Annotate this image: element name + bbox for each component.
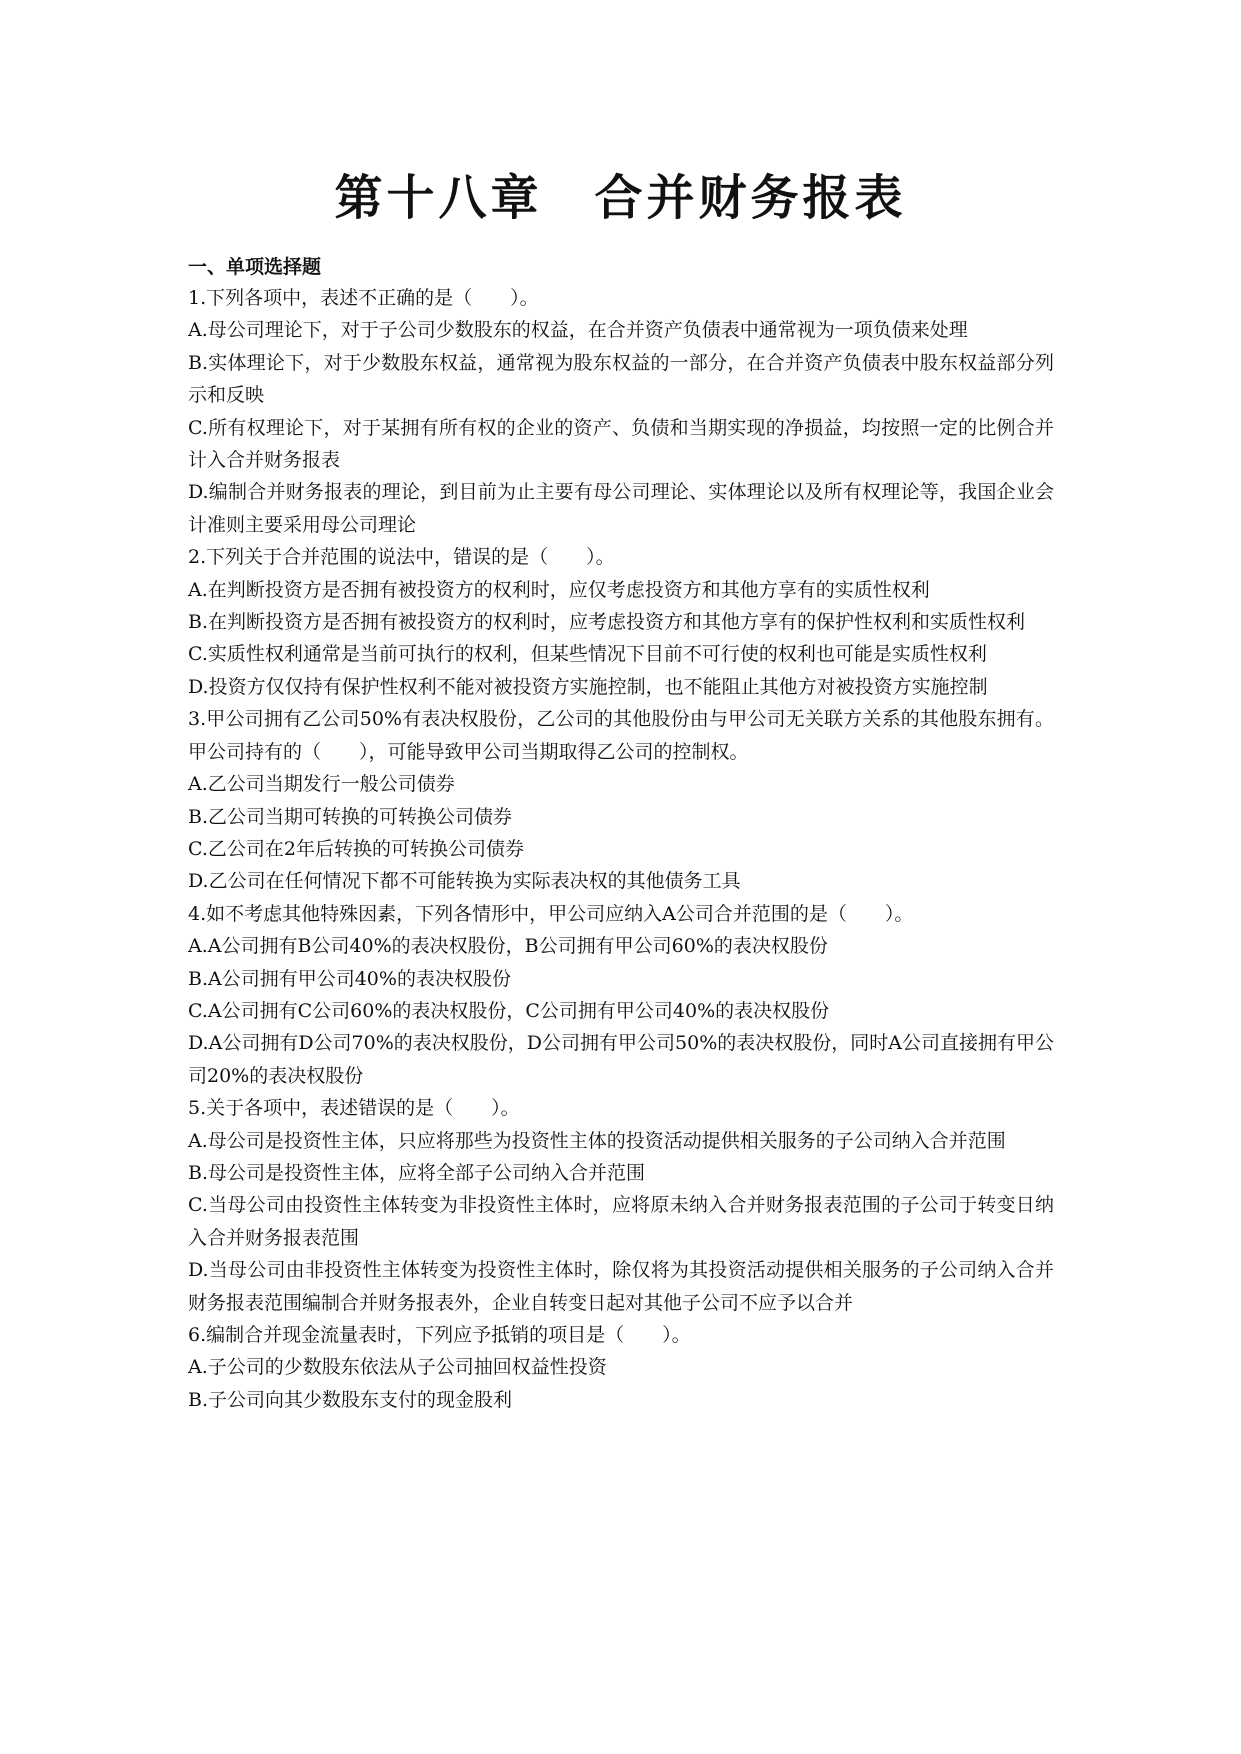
option-list: [188, 574, 1054, 704]
question-1: [188, 282, 1054, 541]
option-c: C.实质性权利通常是当前可执行的权利，但某些情况下目前不可行使的权利也可能是实质性权利: [188, 643, 987, 666]
question-stem: 4.如不考虑其他特殊因素，下列各情形中，甲公司应纳入A公司合并范围的是（ ）。: [188, 902, 914, 925]
question-stem: 5.关于各项中，表述错误的是（ ）。: [188, 1097, 520, 1120]
option-b: B.A公司拥有甲公司40%的表决权股份: [188, 967, 511, 990]
question-3: [188, 703, 1054, 897]
option-d: D.当母公司由非投资性主体转变为投资性主体时，除仅将为其投资活动提供相关服务的子公司纳入合并财务报表范围编制合并财务报表外，企业自转变日起对其他子公司不应予以合并: [188, 1259, 1054, 1314]
question-stem: 3.甲公司拥有乙公司50%有表决权股份，乙公司的其他股份由与甲公司无关联方关系的其他股东拥有。甲公司持有的（ ），可能导致甲公司当期取得乙公司的控制权。: [188, 708, 1054, 763]
option-list: [188, 1351, 1054, 1416]
option-c: C.当母公司由投资性主体转变为非投资性主体时，应将原未纳入合并财务报表范围的子公司于转变日纳入合并财务报表范围: [188, 1194, 1054, 1249]
option-list: [188, 768, 1054, 898]
option-b: B.母公司是投资性主体，应将全部子公司纳入合并范围: [188, 1161, 646, 1184]
option-b: B.在判断投资方是否拥有被投资方的权利时，应考虑投资方和其他方享有的保护性权利和实质性权利: [188, 611, 1026, 634]
option-d: D.投资方仅仅持有保护性权利不能对被投资方实施控制，也不能阻止其他方对被投资方实施控制: [188, 675, 988, 698]
option-c: C.所有权理论下，对于某拥有所有权的企业的资产、负债和当期实现的净损益，均按照一定的比例合并计入合并财务报表: [188, 416, 1054, 472]
option-a: A.母公司理论下，对于子公司少数股东的权益，在合并资产负债表中通常视为一项负债来处理: [188, 319, 968, 342]
question-2: [188, 541, 1054, 703]
question-5: [188, 1092, 1054, 1319]
question-6: [188, 1319, 1054, 1416]
option-list: [188, 1125, 1054, 1319]
document-body: [188, 252, 1054, 1416]
question-stem: 1.下列各项中，表述不正确的是（ ）。: [188, 287, 539, 309]
option-list: [188, 930, 1054, 1092]
question-stem: 6.编制合并现金流量表时，下列应予抵销的项目是（ ）。: [188, 1324, 691, 1346]
option-c: C.A公司拥有C公司60%的表决权股份，C公司拥有甲公司40%的表决权股份: [188, 999, 830, 1022]
option-d: D.乙公司在任何情况下都不可能转换为实际表决权的其他债务工具: [188, 870, 741, 893]
option-b: B.子公司向其少数股东支付的现金股利: [188, 1388, 513, 1411]
option-a: A.在判断投资方是否拥有被投资方的权利时，应仅考虑投资方和其他方享有的实质性权利: [188, 578, 930, 601]
option-b: B.乙公司当期可转换的可转换公司债券: [188, 805, 513, 828]
option-a: A.A公司拥有B公司40%的表决权股份，B公司拥有甲公司60%的表决权股份: [188, 935, 828, 958]
option-a: A.乙公司当期发行一般公司债券: [188, 773, 455, 796]
option-list: [188, 314, 1054, 541]
option-a: A.母公司是投资性主体，只应将那些为投资性主体的投资活动提供相关服务的子公司纳入合并范围: [188, 1129, 1006, 1152]
section-heading: 一、单项选择题: [188, 256, 322, 278]
question-stem: 2.下列关于合并范围的说法中，错误的是（ ）。: [188, 546, 615, 569]
chapter-title: 第十八章 合并财务报表: [334, 170, 907, 226]
option-d: D.A公司拥有D公司70%的表决权股份，D公司拥有甲公司50%的表决权股份，同时A公司直接拥有甲公司20%的表决权股份: [188, 1032, 1054, 1087]
option-d: D.编制合并财务报表的理论，到目前为止主要有母公司理论、实体理论以及所有权理论等，我国企业会计准则主要采用母公司理论: [188, 481, 1054, 536]
option-c: C.乙公司在2年后转换的可转换公司债券: [188, 837, 524, 860]
option-a: A.子公司的少数股东依法从子公司抽回权益性投资: [188, 1356, 607, 1379]
question-list: [188, 282, 1054, 1416]
question-4: [188, 898, 1054, 1092]
option-b: B.实体理论下，对于少数股东权益，通常视为股东权益的一部分，在合并资产负债表中股东权益部分列示和反映: [188, 351, 1054, 407]
